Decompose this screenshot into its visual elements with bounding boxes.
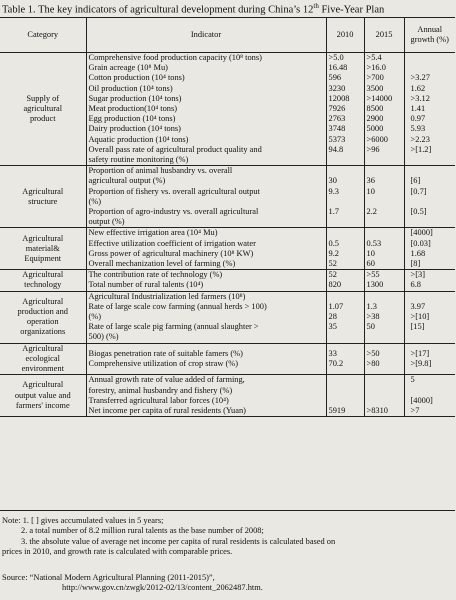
value-2015: 2900	[366, 114, 384, 124]
value-2010: 52	[328, 270, 337, 280]
spacer	[411, 386, 454, 396]
value-2015: >6000	[366, 134, 388, 144]
value-2010: 35	[328, 322, 337, 332]
indicator-label: Agricultural Industrialization led farmers (10⁸)	[88, 291, 246, 301]
spacer	[411, 155, 454, 165]
value-2010: 596	[328, 73, 342, 83]
indicator-label: Oil production (10⁴ tons)	[88, 83, 173, 93]
indicator-cell	[86, 291, 326, 343]
spacer	[329, 197, 362, 207]
spacer	[329, 332, 362, 342]
annual-growth-value: 6.8	[410, 280, 421, 290]
annual-growth-value: 5.93	[410, 124, 426, 134]
table-header-row	[0, 18, 455, 53]
table-bottom-rule	[0, 510, 455, 511]
annual-growth-value: 3.97	[410, 301, 426, 311]
value-2010: 9.2	[328, 248, 339, 258]
value-2015	[367, 166, 402, 176]
category-cell	[0, 166, 86, 228]
table-group-row	[0, 270, 455, 291]
indicator-label: Grain acreage (10⁸ Mu)	[88, 63, 168, 73]
value-2010	[329, 166, 362, 176]
value-2010-cell	[326, 228, 364, 270]
indicator-label: Meat production(10⁴ tons)	[88, 104, 178, 114]
category-cell	[0, 291, 86, 343]
indicator-label: Sugar production (10⁴ tons)	[88, 93, 182, 103]
value-2015: >38	[366, 312, 380, 322]
indicator-label: Annual growth rate of value added of farming,	[88, 375, 245, 385]
note-3: 3. the absolute value of average net income per capita of rural residents is calculated based on	[21, 536, 336, 546]
category-label: farmers' income	[15, 400, 70, 410]
category-label: operation	[26, 317, 59, 327]
indicator-label: Net income per capita of rural residents (Yuan)	[88, 405, 246, 415]
indicator-label: Proportion of animal husbandry vs. overall	[88, 166, 233, 176]
indicator-label: Dairy production (10⁴ tons)	[88, 124, 181, 134]
value-2010: 1.07	[328, 301, 344, 311]
value-2015: 60	[366, 259, 375, 269]
annual-growth-cell	[404, 228, 455, 270]
indicator-label: Aquatic production (10⁴ tons)	[88, 134, 189, 144]
annual-growth-value: 5	[410, 375, 415, 385]
category-label: product	[29, 114, 56, 124]
category-label: environment	[21, 364, 64, 374]
category-label: Supply of	[26, 93, 60, 103]
value-2015: >80	[366, 358, 380, 368]
category-label: Agricultural	[22, 233, 64, 243]
annual-growth-cell	[404, 291, 455, 343]
indicator-label: Egg production (10⁴ tons)	[88, 114, 176, 124]
indicator-label: 500) (%)	[88, 332, 119, 342]
header-2015: 2015	[364, 18, 404, 53]
value-2010: 820	[328, 280, 342, 290]
value-2010: 28	[328, 312, 337, 322]
indicator-label: Rate of large scale cow farming (annual herds > 100)	[88, 301, 267, 311]
category-label: organizations	[20, 327, 66, 337]
annual-growth-value: >[3]	[410, 270, 425, 280]
value-2010: >5.0	[328, 53, 344, 62]
value-2010-cell	[326, 53, 364, 166]
value-2010-cell	[326, 166, 364, 228]
category-label: agricultural	[23, 104, 63, 114]
annual-growth-value	[411, 292, 454, 302]
value-2015	[367, 375, 402, 385]
indicator-label: Comprehensive food production capacity (10⁸ tons)	[88, 53, 262, 62]
indicator-label: Rate of large scale pig farming (annual slaughter >	[88, 322, 259, 332]
category-label: Agricultural	[22, 270, 64, 280]
indicator-label: safety routine monitoring (%)	[88, 155, 189, 165]
value-2015: >700	[366, 73, 384, 83]
source-url: http://www.gov.cn/zwgk/2012-02/13/content_2062487.htm.	[62, 583, 263, 593]
indicator-label: Total number of rural talents (10⁴)	[88, 280, 204, 290]
value-2015	[367, 228, 402, 238]
annual-growth-value: >[10]	[410, 312, 430, 322]
spacer	[329, 155, 362, 165]
category-cell	[0, 343, 86, 375]
annual-growth-cell	[404, 375, 455, 417]
category-cell	[0, 270, 86, 291]
table-source	[2, 573, 454, 593]
header-annual-growth: Annual growth (%)	[404, 18, 455, 53]
value-2015-cell	[364, 343, 404, 375]
value-2010-cell	[326, 375, 364, 417]
value-2010: 0.5	[328, 238, 339, 248]
table-group-row	[0, 53, 455, 166]
indicator-label: Overall mechanization level of farming (%)	[88, 259, 236, 269]
category-label: technology	[24, 280, 62, 290]
annual-growth-value: >7	[410, 405, 420, 415]
annual-growth-value: 0.97	[410, 114, 426, 124]
indicator-label: New effective irrigation area (10⁴ Mu)	[88, 228, 218, 238]
value-2010-cell	[326, 270, 364, 291]
indicator-label: Proportion of fishery vs. overall agricultural output	[88, 186, 260, 196]
category-label: material&	[25, 243, 60, 253]
annual-growth-value: >[17]	[410, 348, 430, 358]
value-2015: 2.2	[366, 207, 377, 217]
value-2015: >5.4	[366, 53, 382, 62]
spacer	[411, 197, 454, 207]
value-2015: 10	[366, 186, 375, 196]
value-2015-cell	[364, 291, 404, 343]
value-2010: 12008	[328, 93, 350, 103]
value-2010: 33	[328, 348, 337, 358]
indicator-table	[0, 17, 455, 417]
annual-growth-value: [15]	[410, 322, 425, 332]
annual-growth-value	[411, 63, 454, 73]
table-group-row	[0, 291, 455, 343]
annual-growth-value: [4000]	[410, 228, 433, 238]
indicator-label: agricultural output (%)	[88, 176, 166, 186]
indicator-label: Proportion of agro-industry vs. overall agricultural	[88, 207, 259, 217]
indicator-label: Transferred agricultural labor forces (10⁴)	[88, 395, 229, 405]
spacer	[329, 217, 362, 227]
value-2015: >50	[366, 348, 380, 358]
value-2015: 8500	[366, 104, 384, 114]
annual-growth-value: [6]	[410, 176, 421, 186]
annual-growth-value: 1.62	[410, 83, 426, 93]
header-indicator: Indicator	[86, 18, 326, 53]
category-label: ecological	[25, 353, 60, 363]
indicator-label: forestry, animal husbandry and fishery (%)	[88, 385, 233, 395]
annual-growth-value	[411, 166, 454, 176]
value-2010: 9.3	[328, 186, 339, 196]
category-cell	[0, 375, 86, 417]
value-2015-cell	[364, 53, 404, 166]
value-2010-cell	[326, 291, 364, 343]
indicator-cell	[86, 375, 326, 417]
value-2015: 10	[366, 248, 375, 258]
category-label: structure	[28, 196, 58, 206]
value-2010: 30	[328, 176, 337, 186]
annual-growth-value: 1.41	[410, 104, 426, 114]
indicator-label: Comprehensive utilization of crop straw (%)	[88, 358, 239, 368]
value-2010: 5373	[328, 134, 346, 144]
value-2010: 1.7	[328, 207, 339, 217]
source-line-1: Source: “National Modern Agricultural Planning (2011-2015)”,	[2, 573, 215, 582]
value-2015-cell	[364, 270, 404, 291]
table-title: Table 1. The key indicators of agricultural development during China’s 12th Five-Year Plan	[2, 2, 385, 16]
value-2010: 7926	[328, 104, 346, 114]
value-2015: 1300	[366, 280, 384, 290]
annual-growth-value: 1.68	[410, 248, 426, 258]
annual-growth-value: >[9.8]	[410, 358, 432, 368]
annual-growth-value: [8]	[410, 259, 421, 269]
category-label: Agricultural	[22, 343, 64, 353]
table-group-row	[0, 343, 455, 375]
indicator-cell	[86, 270, 326, 291]
value-2010	[329, 228, 362, 238]
annual-growth-value	[411, 53, 454, 63]
table-group-row	[0, 375, 455, 417]
annual-growth-cell	[404, 53, 455, 166]
value-2015: 36	[366, 176, 375, 186]
spacer	[367, 197, 402, 207]
spacer	[411, 332, 454, 342]
spacer	[367, 332, 402, 342]
value-2010: 2763	[328, 114, 346, 124]
value-2015: >16.0	[366, 63, 386, 73]
value-2010: 52	[328, 259, 337, 269]
indicator-label: output (%)	[88, 217, 125, 227]
value-2010: 94.8	[328, 144, 344, 154]
table-body	[0, 53, 455, 417]
category-label: Agricultural	[22, 186, 64, 196]
value-2015: >96	[366, 144, 380, 154]
indicator-label: Cotton production (10⁴ tons)	[88, 73, 185, 83]
indicator-cell	[86, 228, 326, 270]
value-2015: 5000	[366, 124, 384, 134]
indicator-cell	[86, 166, 326, 228]
value-2010: 70.2	[328, 358, 344, 368]
indicator-label: (%)	[88, 312, 102, 322]
annual-growth-value: >3.12	[410, 93, 430, 103]
category-label: Agricultural	[22, 380, 64, 390]
note-3-continued: prices in 2010, and growth rate is calculated with comparable prices.	[2, 547, 233, 557]
value-2015: >8310	[366, 405, 388, 415]
indicator-label: (%)	[88, 196, 102, 206]
spacer	[329, 386, 362, 396]
annual-growth-value: [0.5]	[410, 207, 427, 217]
value-2010: 3748	[328, 124, 346, 134]
indicator-label: The contribution rate of technology (%)	[88, 270, 223, 280]
spacer	[411, 217, 454, 227]
value-2015: 0.53	[366, 238, 382, 248]
annual-growth-cell	[404, 343, 455, 375]
indicator-cell	[86, 343, 326, 375]
annual-growth-value: [0.7]	[410, 186, 427, 196]
value-2010-cell	[326, 343, 364, 375]
annual-growth-cell	[404, 270, 455, 291]
category-label: Agricultural	[22, 296, 64, 306]
indicator-label: Gross power of agricultural machinery (10⁸ KW)	[88, 248, 254, 258]
note-1: Note: 1. [ ] gives accumulated values in 5 years;	[2, 516, 164, 525]
annual-growth-value: >2.23	[410, 134, 430, 144]
annual-growth-value: [4000]	[410, 395, 433, 405]
category-label: Equipment	[24, 253, 62, 263]
annual-growth-value: >[1.2]	[410, 144, 432, 154]
indicator-label: Effective utilization coefficient of irrigation water	[88, 238, 256, 248]
value-2015: >14000	[366, 93, 393, 103]
indicator-cell	[86, 53, 326, 166]
table-notes	[2, 516, 454, 558]
category-label: output value and	[14, 390, 71, 400]
value-2010	[329, 396, 362, 406]
value-2015: >55	[366, 270, 380, 280]
annual-growth-value: >3.27	[410, 73, 430, 83]
table-group-row	[0, 228, 455, 270]
value-2015: 50	[366, 322, 375, 332]
value-2010: 3230	[328, 83, 346, 93]
value-2015-cell	[364, 228, 404, 270]
value-2010	[329, 375, 362, 385]
category-cell	[0, 53, 86, 166]
header-2010: 2010	[326, 18, 364, 53]
note-2: 2. a total number of 8.2 million rural talents as the base number of 2008;	[21, 526, 264, 536]
value-2015: 3500	[366, 83, 384, 93]
value-2010: 16.48	[328, 63, 348, 73]
value-2010	[329, 292, 362, 302]
spacer	[367, 217, 402, 227]
category-cell	[0, 228, 86, 270]
value-2015-cell	[364, 166, 404, 228]
indicator-label: Biogas penetration rate of suitable famers (%)	[88, 348, 243, 358]
value-2015: 1.3	[366, 301, 377, 311]
indicator-label: Overall pass rate of agricultural product quality and	[88, 144, 262, 154]
value-2015-cell	[364, 375, 404, 417]
spacer	[367, 386, 402, 396]
header-category: Category	[0, 18, 86, 53]
spacer	[367, 155, 402, 165]
annual-growth-value: [0.03]	[410, 238, 431, 248]
value-2015	[367, 396, 402, 406]
annual-growth-cell	[404, 166, 455, 228]
table-group-row	[0, 166, 455, 228]
category-label: production and	[17, 306, 68, 316]
value-2010: 5919	[328, 405, 346, 415]
value-2015	[367, 292, 402, 302]
